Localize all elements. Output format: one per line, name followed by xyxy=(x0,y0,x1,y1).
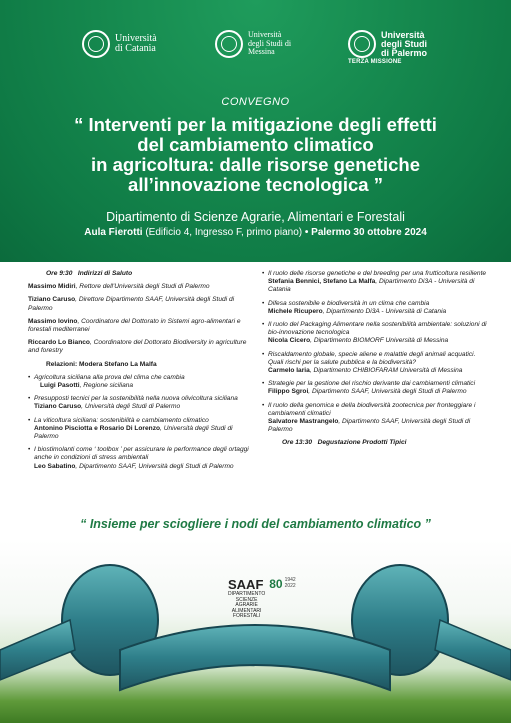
saaf-line: AGRARIE xyxy=(235,602,258,608)
program-right-column xyxy=(262,270,490,453)
talk-speaker: Leo Sabatino xyxy=(34,462,76,470)
talk-speaker: Luigi Pasotti xyxy=(40,382,80,390)
greeting-item xyxy=(28,283,256,291)
talk-speaker: Tiziano Caruso xyxy=(34,403,82,411)
unime-line-3: Messina xyxy=(248,47,275,57)
moderator-text: Relazioni: Modera Stefano La Malfa xyxy=(46,360,157,368)
talk-affiliation: , Regione siciliana xyxy=(79,382,134,390)
venue-date: • Palermo 30 ottobre 2024 xyxy=(304,227,427,238)
title-line-2: del cambiamento climatico xyxy=(137,134,374,155)
talk-item: • Agricoltura siciliana alla prova del clima che cambia Luigi Pasotti, Regione siciliana xyxy=(28,373,185,390)
unict-logo xyxy=(82,30,157,58)
unime-logo xyxy=(215,30,291,58)
talk-item: • Il ruolo delle risorse genetiche e del breeding per una frutticoltura resiliente Stefania Bennici, Stefano La Malfa, Dipartimento Di3A - Università di Catania xyxy=(262,270,487,294)
greeting-role: , Coordinatore del Dottorato in Sistemi agro-alimentari e forestali mediterranei xyxy=(28,317,241,334)
talk-title: Agricoltura siciliana alla prova del clima che cambia xyxy=(34,373,185,381)
venue-room: Aula Fierotti xyxy=(84,227,143,238)
talk-title: Il ruolo del Packaging Alimentare nella sostenibilità ambientale: soluzioni di bio-innovazione tecnologica xyxy=(268,321,487,337)
talk-speaker: Antonino Pisciotta e Rosario Di Lorenzo xyxy=(34,424,161,432)
closing-time: Ore 13:30 xyxy=(282,439,313,447)
knot-illustration xyxy=(0,540,511,723)
opening-heading xyxy=(28,270,256,278)
talk-title: Il ruolo della genomica e della biodiversità zootecnica per fronteggiare i cambiamenti climatici xyxy=(268,401,476,417)
greeting-role: , Direttore Dipartimento SAAF, Università degli Studi di Palermo xyxy=(28,296,235,312)
talk-speaker: Salvatore Mastrangelo xyxy=(268,418,339,426)
unime-seal-icon xyxy=(215,30,243,58)
talk-title: I biostimolanti come ‘ toolbox ’ per assicurare le performance degli ortaggi anche in condizioni di stress ambientali xyxy=(34,446,249,462)
opening-title: Indirizzi di Saluto xyxy=(77,270,133,277)
talk-title: Strategie per la gestione del rischio derivante dai cambiamenti climatici xyxy=(268,380,476,388)
unipa-line-3: di Palermo xyxy=(381,47,428,58)
opening-time: Ore 9:30 xyxy=(46,270,73,277)
greeting-item xyxy=(28,339,256,355)
talk-item: • I biostimolanti come ‘ toolbox ’ per assicurare le performance degli ortaggi anche in condizioni di stress ambientali Leo Sabatino, Dipartimento SAAF, Università degli Studi di Palermo xyxy=(28,446,249,470)
venue-details: (Edificio 4, Ingresso F, primo piano) xyxy=(142,227,305,238)
saaf-line: ALIMENTARI xyxy=(231,607,262,614)
talk-affiliation: , Dipartimento CHIBIOFARAM Università di Messina xyxy=(309,367,463,375)
talk-affiliation: , Università degli Studi di Palermo xyxy=(81,403,181,411)
saaf-year-start: 1942 xyxy=(284,577,296,583)
unict-line-1: Università xyxy=(115,33,157,44)
saaf-line: DIPARTIMENTO xyxy=(228,591,266,597)
saaf-acronym: SAAF xyxy=(228,577,264,592)
event-title xyxy=(0,115,511,195)
talk-affiliation: , Università degli Studi di Palermo xyxy=(34,424,233,441)
unime-line-1: Università xyxy=(248,30,282,40)
knot-right-branch xyxy=(435,620,511,680)
talk-speaker: Filippo Sgroi xyxy=(268,388,309,396)
program-left-column xyxy=(28,270,256,476)
saaf-year-end: 2022 xyxy=(284,583,296,589)
talk-item: • Strategie per la gestione del rischio derivante dai cambiamenti climatici Filippo Sgroi, Dipartimento SAAF, Università degli Studi di Palermo xyxy=(262,380,476,396)
saaf-line: FORESTALI xyxy=(232,613,261,619)
talk-title: Presupposti tecnici per la sostenibilità nella nuova olivicoltura siciliana xyxy=(34,395,238,403)
greeting-item xyxy=(28,318,256,334)
unipa-line-2: degli Studi xyxy=(381,38,427,49)
talk-affiliation: , Dipartimento SAAF, Università degli Studi di Palermo xyxy=(75,462,234,470)
department-name: Dipartimento di Scienze Agrarie, Alimentari e Forestali xyxy=(106,210,405,224)
greeting-role: , Rettore dell'Università degli Studi di Palermo xyxy=(75,283,210,291)
talk-affiliation: , Dipartimento SAAF, Università degli Studi di Palermo xyxy=(308,388,467,396)
greeting-role: , Coordinatore del Dottorato Biodiversity in agriculture and forestry xyxy=(28,339,247,355)
unict-line-2: di Catania xyxy=(115,43,156,54)
talk-item: • Il ruolo della genomica e della biodiversità zootecnica per fronteggiare i cambiamenti climatici Salvatore Mastrangelo, Dipartimento SAAF, Università degli Studi di Palermo xyxy=(262,401,476,434)
header-banner xyxy=(0,0,511,262)
knot-left-branch xyxy=(0,620,75,680)
talk-item: • Presupposti tecnici per la sostenibilità nella nuova olivicoltura siciliana Tiziano Caruso, Università degli Studi di Palermo xyxy=(28,395,238,411)
unipa-line-1: Università xyxy=(381,29,425,40)
talk-affiliation: , Dipartimento SAAF, Università degli Studi di Palermo xyxy=(268,418,471,434)
talk-item: • Il ruolo del Packaging Alimentare nella sostenibilità ambientale: soluzioni di bio-innovazione tecnologica Nicola Cicero, Dipartimento BIOMORF Università di Messina xyxy=(262,321,487,345)
greeting-name: Massimo Midiri xyxy=(28,283,76,291)
talk-speaker: Nicola Cicero xyxy=(268,337,311,345)
moderator-line xyxy=(28,361,256,369)
program xyxy=(0,270,511,510)
title-line-3: in agricoltura: dalle risorse genetiche xyxy=(91,154,420,175)
saaf-anniversary: 80 xyxy=(269,577,283,591)
talk-affiliation: , Dipartimento Di3A - Università di Catania xyxy=(322,307,447,315)
greeting-item xyxy=(28,296,256,312)
talk-speaker: Stefania Bennici, Stefano La Malfa xyxy=(268,278,376,286)
unime-line-2: degli Studi di xyxy=(248,38,292,48)
talk-affiliation: , Dipartimento Di3A - Università di Catania xyxy=(268,278,475,294)
talk-title: Il ruolo delle risorse genetiche e del breeding per una frutticoltura resiliente xyxy=(268,270,487,277)
closing-heading xyxy=(262,439,490,447)
saaf-line: SCIENZE xyxy=(235,596,258,603)
greeting-name: Riccardo Lo Bianco xyxy=(28,339,90,347)
saaf-logo xyxy=(228,577,296,620)
talk-speaker: Michele Ricupero xyxy=(268,307,323,315)
greeting-name: Massimo Iovino xyxy=(28,317,78,325)
talk-item: • Difesa sostenibile e biodiversità in un clima che cambia Michele Ricupero, Dipartimento Di3A - Università di Catania xyxy=(262,299,447,315)
unipa-seal-icon xyxy=(348,30,376,58)
title-line-4: all’innovazione tecnologica ” xyxy=(128,174,383,195)
talk-speaker: Carmelo Iaria xyxy=(268,367,310,375)
event-type: CONVEGNO xyxy=(221,96,290,108)
greeting-name: Tiziano Caruso xyxy=(28,296,76,304)
talk-title: Difesa sostenibile e biodiversità in un clima che cambia xyxy=(268,299,430,307)
talk-title: La viticoltura siciliana: sostenibilità e cambiamento climatico xyxy=(34,416,209,424)
knot-image xyxy=(0,540,511,723)
unipa-logo xyxy=(348,30,427,58)
logo-bar xyxy=(0,0,511,80)
talk-title: Riscaldamento globale, specie aliene e malattie degli animali acquatici. Quali rischi per la salute pubblica e la biodiversità? xyxy=(268,350,476,366)
venue-line xyxy=(0,227,511,238)
terza-missione-label: TERZA MISSIONE xyxy=(348,59,402,65)
talk-item: • La viticoltura siciliana: sostenibilità e cambiamento climatico Antonino Pisciotta e Rosario Di Lorenzo, Università degli Studi di Palermo xyxy=(28,416,233,441)
slogan: “ Insieme per sciogliere i nodi del cambiamento climatico ” xyxy=(80,517,431,531)
unict-seal-icon xyxy=(82,30,110,58)
knot-center-log xyxy=(120,625,390,690)
title-line-1: “ Interventi per la mitigazione degli effetti xyxy=(74,114,437,135)
talk-affiliation: , Dipartimento BIOMORF Università di Messina xyxy=(310,337,449,345)
talk-item: • Riscaldamento globale, specie aliene e malattie degli animali acquatici. Quali rischi per la salute pubblica e la biodiversità? Carmelo Iaria, Dipartimento CHIBIOFARAM Università di Messina xyxy=(262,350,476,375)
closing-title: Degustazione Prodotti Tipici xyxy=(317,439,407,447)
